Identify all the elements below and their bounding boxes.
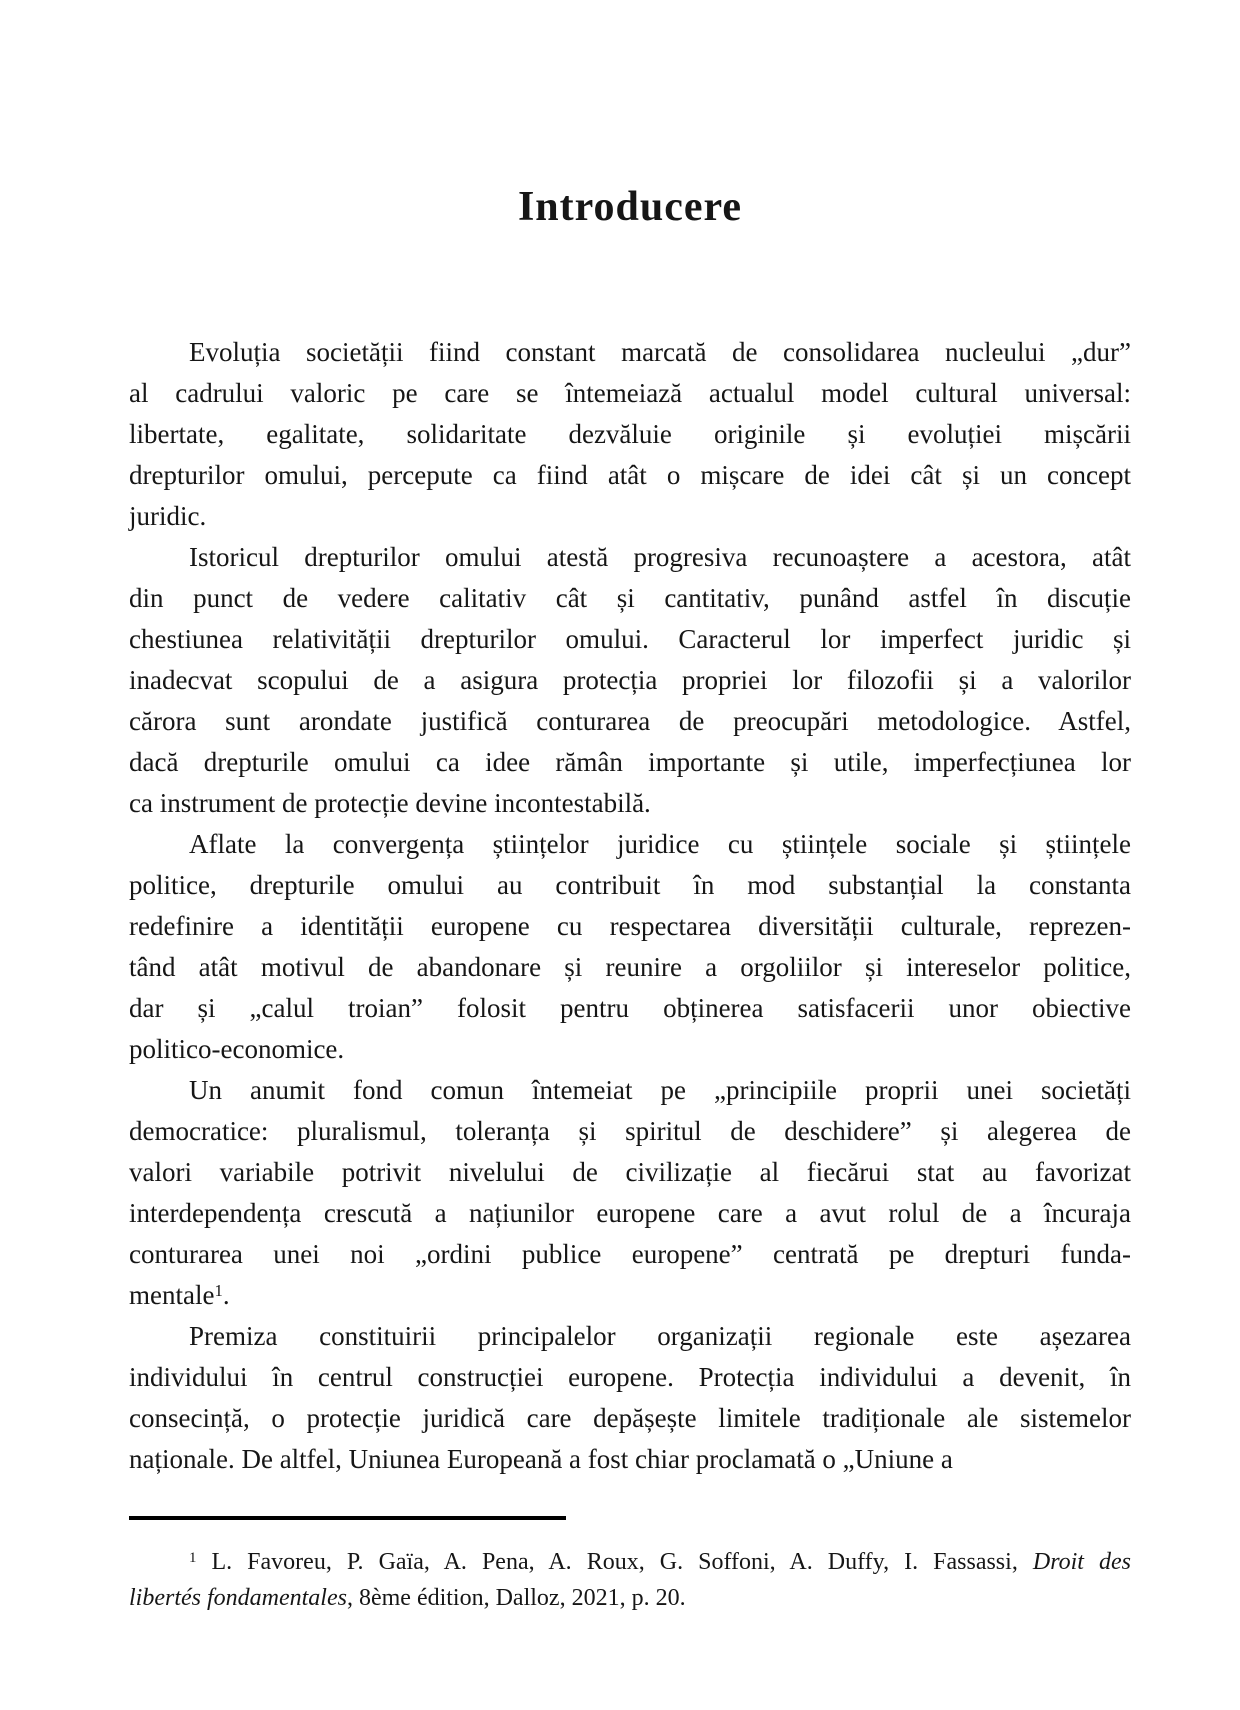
text-line: din punct de vedere calitativ cât și cantitativ, punând astfel în discuție [129, 583, 1131, 613]
text-segment: L. Favoreu, P. Gaïa, A. Pena, A. Roux, G. Soffoni, A. Duffy, I. Fassassi, [196, 1549, 1033, 1575]
text-line: Istoricul drepturilor omului atestă progresiva recunoaștere a acestora, atât [189, 542, 1131, 572]
text-line: ca instrument de protecție devine incontestabilă. [129, 788, 651, 818]
text-segment: libertés fondamentales [129, 1585, 347, 1611]
text-line: inadecvat scopului de a asigura protecția propriei lor filozofii și a valorilor [129, 665, 1131, 695]
paragraph [129, 824, 1131, 1070]
text-line: Un anumit fond comun întemeiat pe „principiile proprii unei societăți [189, 1075, 1131, 1105]
footnote-separator [129, 1516, 566, 1520]
footnote-marker: 1 [189, 1550, 197, 1567]
text-segment: Droit des [1032, 1549, 1132, 1575]
text-line: al cadrului valoric pe care se întemeiază actualul model cultural universal: [129, 378, 1131, 408]
text-line: chestiunea relativității drepturilor omului. Caracterul lor imperfect juridic și [129, 624, 1131, 654]
text-line: democratice: pluralismul, toleranța și spiritul de deschidere” și alegerea de [129, 1116, 1131, 1146]
text-line: interdependența crescută a națiunilor europene care a avut rolul de a încuraja [129, 1198, 1131, 1228]
paragraph [129, 1070, 1131, 1316]
text-segment: mentale [129, 1280, 215, 1310]
text-line: dar și „calul troian” folosit pentru obținerea satisfacerii unor obiective [129, 993, 1131, 1023]
text-line: conturarea unei noi „ordini publice europene” centrată pe drepturi funda- [129, 1239, 1131, 1269]
paragraph [129, 332, 1131, 537]
text-line: dacă drepturile omului ca idee rămân importante și utile, imperfecțiunea lor [129, 747, 1131, 777]
text-line: cărora sunt arondate justifică conturarea de preocupări metodologice. Astfel, [129, 706, 1131, 736]
text-segment: . [222, 1280, 230, 1310]
text-line: Evoluția societății fiind constant marcată de consolidarea nucleului „dur” [189, 337, 1131, 367]
paragraph [129, 1316, 1131, 1480]
text-line: consecință, o protecție juridică care depășește limitele tradiționale ale sistemelor [129, 1403, 1131, 1433]
text-line: Premiza constituirii principalelor organizații regionale este așezarea [189, 1321, 1131, 1351]
footnote [129, 1544, 1131, 1616]
text-line: valori variabile potrivit nivelului de civilizație al fiecărui stat au favorizat [129, 1157, 1131, 1187]
text-segment: , 8ème édition, Dalloz, 2021, p. 20. [346, 1585, 686, 1611]
text-line: Aflate la convergența științelor juridice cu științele sociale și științele [189, 829, 1131, 859]
footnote-marker: 1 [214, 1281, 223, 1301]
text-line: naționale. De altfel, Uniunea Europeană a fost chiar proclamată o „Uniune a [129, 1444, 953, 1474]
text-line: juridic. [129, 501, 207, 531]
text-line [129, 1580, 1131, 1616]
text-line: politico-economice. [129, 1034, 345, 1064]
paragraph [129, 537, 1131, 824]
text-line: libertate, egalitate, solidaritate dezvăluie originile și evoluției mișcării [129, 419, 1131, 449]
text-line: politice, drepturile omului au contribuit în mod substanțial la constanta [129, 870, 1131, 900]
text-line: redefinire a identității europene cu respectarea diversității culturale, reprezen- [129, 911, 1131, 941]
page-title: Introducere [517, 184, 743, 230]
text-line: tând atât motivul de abandonare și reunire a orgoliilor și intereselor politice, [129, 952, 1131, 982]
text-line: drepturilor omului, percepute ca fiind atât o mișcare de idei cât și un concept [129, 460, 1131, 490]
text-line [129, 1275, 1131, 1316]
text-line: individului în centrul construcției europene. Protecția individului a devenit, în [129, 1362, 1131, 1392]
body-text [129, 332, 1131, 1480]
text-line [129, 1544, 1131, 1580]
